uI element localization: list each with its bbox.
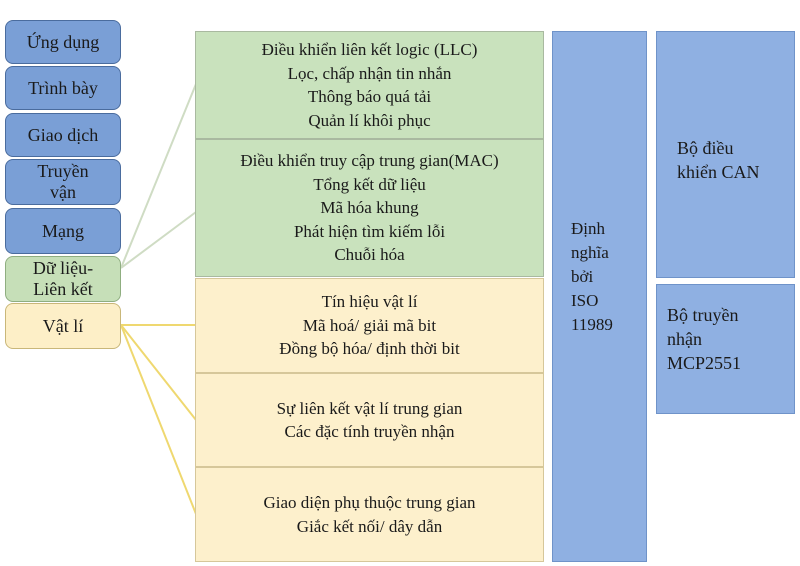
block-medium-dependent-interface	[195, 467, 544, 562]
layer-label: Trình bày	[28, 77, 98, 98]
layer-physical	[5, 303, 121, 349]
connector-physical-interface	[121, 325, 196, 514]
transceiver-label: Bộ truyền nhận MCP2551	[667, 305, 742, 373]
layer-presentation	[5, 66, 121, 110]
block-line: Mã hoá/ giải mã bit	[302, 315, 437, 335]
layer-network	[5, 208, 121, 254]
block-line: Các đặc tính truyền nhận	[284, 422, 455, 441]
can-controller-label: Bộ điều khiển CAN	[677, 138, 760, 182]
block-line: Lọc, chấp nhận tin nhắn	[287, 63, 452, 83]
connector-physical-medium	[121, 325, 196, 420]
iso-definition-box	[552, 31, 647, 562]
block-line: Sự liên kết vật lí trung gian	[276, 398, 463, 418]
layer-label: Truyền vận	[37, 161, 89, 202]
iso-definition-label: Định nghĩa bởi ISO 11989	[571, 219, 613, 334]
block-line: Điều khiển liên kết logic (LLC)	[261, 40, 478, 59]
layer-datalink	[5, 256, 121, 302]
layer-label: Vật lí	[42, 315, 84, 336]
layer-label: Dữ liệu- Liên kết	[32, 258, 94, 299]
layer-label: Giao dịch	[27, 124, 99, 145]
transceiver-box	[656, 284, 795, 414]
layer-label: Ứng dụng	[26, 31, 100, 52]
block-line: Phát hiện tìm kiếm lỗi	[293, 221, 446, 241]
block-line: Mã hóa khung	[320, 198, 419, 218]
block-line: Giắc kết nối/ dây dẫn	[296, 516, 443, 536]
block-line: Chuỗi hóa	[334, 245, 405, 265]
block-line: Tổng kết dữ liệu	[313, 174, 426, 194]
block-line: Điều khiển truy cập trung gian(MAC)	[240, 151, 499, 171]
layer-application	[5, 20, 121, 64]
block-line: Giao diện phụ thuộc trung gian	[263, 493, 476, 512]
block-mac	[195, 139, 544, 277]
block-llc	[195, 31, 544, 139]
block-physical-medium-attachment	[195, 373, 544, 467]
block-physical-signaling	[195, 278, 544, 373]
can-controller-box	[656, 31, 795, 278]
layer-transport	[5, 159, 121, 205]
block-line: Tín hiệu vật lí	[321, 292, 418, 312]
block-line: Quản lí khôi phục	[308, 110, 431, 130]
layer-label: Mạng	[42, 220, 84, 241]
block-line: Đồng bộ hóa/ định thời bit	[279, 339, 460, 359]
block-line: Thông báo quá tải	[307, 87, 432, 106]
layer-session	[5, 113, 121, 157]
